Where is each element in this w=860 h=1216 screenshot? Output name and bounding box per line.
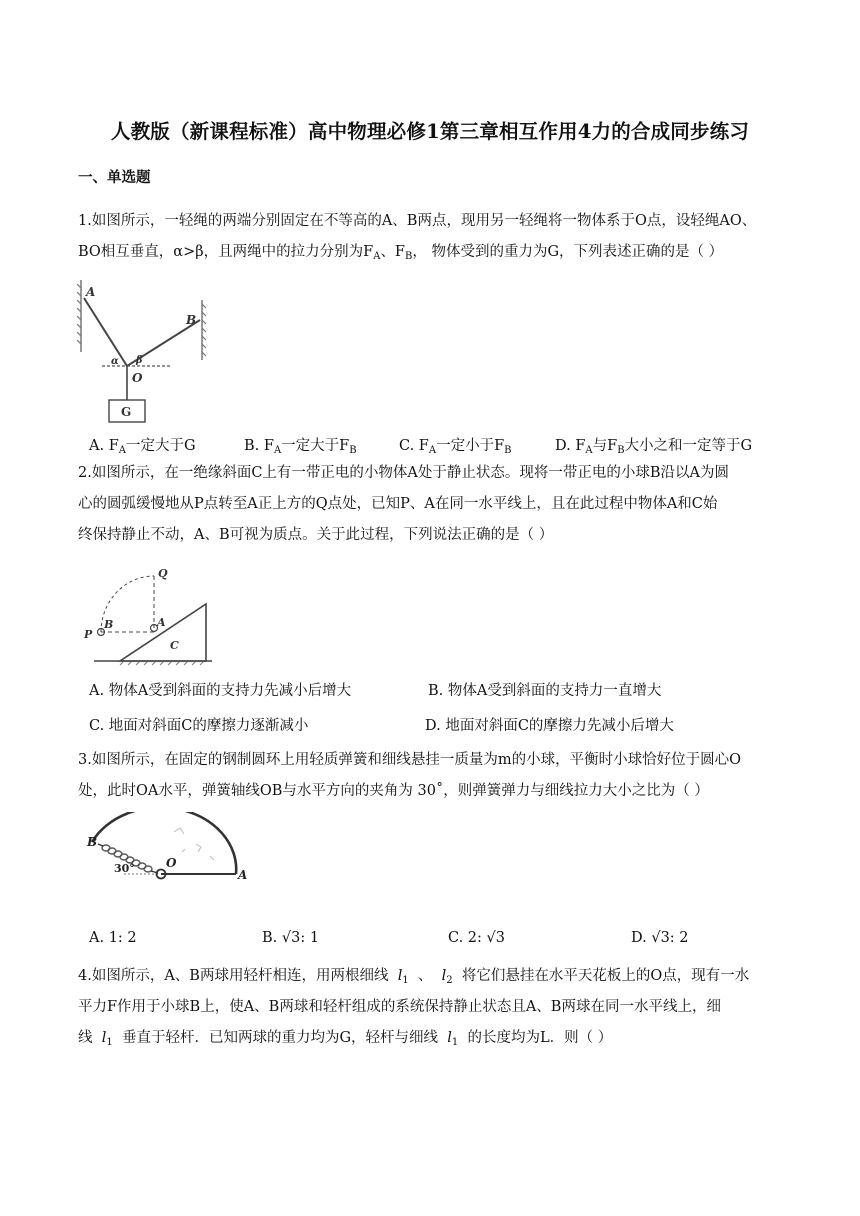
question-4-text bbox=[78, 961, 784, 1054]
q2-label-q: Q bbox=[158, 567, 168, 580]
q2-line-1: 2.如图所示，在一绝缘斜面C上有一带正电的小物体A处于静止状态。现将一带正电的小球B沿以A为圆 bbox=[78, 465, 730, 481]
q3-figure bbox=[84, 812, 256, 882]
question-3-text bbox=[78, 745, 784, 807]
q4-line-2: 平力F作用于小球B上，使A、B两球和轻杆组成的系统保持静止状态且A、B两球在同一水平线上，细 bbox=[78, 999, 721, 1015]
q1-option-b[interactable]: B. $F_A$一定大于$F_B$ bbox=[244, 438, 357, 456]
q4-line-1: 4.如图所示，A、B两球用轻杆相连，用两根细线 $l_1$ 、 $l_2$ 将它们悬挂在水平天花板上的O点，现有一水 bbox=[78, 968, 750, 986]
question-2-text bbox=[78, 458, 784, 551]
q1-option-d[interactable]: D. $F_A$与$F_B$大小之和一定等于G bbox=[555, 438, 753, 456]
q3-option-a[interactable]: A. 1: 2 bbox=[89, 930, 137, 946]
q4-line-3: 线 $l_1$ 垂直于轻杆．已知两球的重力均为G，轻杆与细线 $l_1$ 的长度均为L．则（ ） bbox=[78, 1030, 613, 1048]
q3-line-2: 处，此时OA水平，弹簧轴线OB与水平方向的夹角为 30˚，则弹簧弹力与细线拉力大小之比为（ ） bbox=[78, 783, 709, 799]
q2-label-p: P bbox=[84, 628, 93, 641]
q3-label-b: B bbox=[87, 835, 98, 849]
q1-label-g: G bbox=[121, 405, 132, 419]
q3-option-c[interactable]: C. 2: √3 bbox=[448, 930, 505, 946]
q1-option-c[interactable]: C. $F_A$一定小于$F_B$ bbox=[399, 438, 512, 456]
q1-line-1: 1.如图所示，一轻绳的两端分别固定在不等高的A、B两点，现用另一轻绳将一物体系于O点，设轻绳AO、 bbox=[78, 213, 757, 229]
q1-figure bbox=[74, 280, 214, 430]
q2-option-d[interactable]: D. 地面对斜面C的摩擦力先减小后增大 bbox=[425, 718, 674, 734]
q3-label-angle: 30° bbox=[114, 862, 135, 875]
q1-label-o: O bbox=[132, 371, 143, 385]
q1-line-2: BO相互垂直，α>β，且两绳中的拉力分别为$F_A$、$F_B$， 物体受到的重力为G，下列表述正确的是（ ） bbox=[78, 244, 724, 262]
page-title: 人教版（新课程标准）高中物理必修1第三章相互作用4力的合成同步练习 bbox=[110, 120, 750, 143]
question-1-text bbox=[78, 206, 784, 268]
q2-label-a: A bbox=[157, 616, 166, 629]
q2-line-2: 心的圆弧缓慢地从P点转至A正上方的Q点处，已知P、A在同一水平线上，且在此过程中物体A和C始 bbox=[78, 496, 718, 512]
q2-figure bbox=[80, 566, 216, 666]
q3-label-o: O bbox=[166, 856, 177, 870]
q2-option-c[interactable]: C. 地面对斜面C的摩擦力逐渐减小 bbox=[89, 718, 309, 734]
q1-label-a: A bbox=[86, 285, 96, 299]
q2-label-b: B bbox=[104, 618, 114, 631]
q1-label-alpha: α bbox=[111, 356, 119, 367]
q3-line-1: 3.如图所示，在固定的钢制圆环上用轻质弹簧和细线悬挂一质量为m的小球，平衡时小球恰好位于圆心O bbox=[78, 752, 741, 768]
q1-label-beta: β bbox=[136, 355, 143, 366]
q3-option-d[interactable]: D. √3: 2 bbox=[631, 930, 689, 946]
section-heading: 一、单选题 bbox=[78, 169, 151, 186]
q1-option-a[interactable]: A. $F_A$一定大于G bbox=[89, 438, 196, 456]
q2-option-b[interactable]: B. 物体A受到斜面的支持力一直增大 bbox=[428, 683, 662, 699]
q3-option-b[interactable]: B. √3: 1 bbox=[262, 930, 320, 946]
q1-label-b: B bbox=[186, 313, 197, 327]
q2-label-c: C bbox=[170, 639, 179, 652]
q2-option-a[interactable]: A. 物体A受到斜面的支持力先减小后增大 bbox=[89, 683, 352, 699]
q2-line-3: 终保持静止不动，A、B可视为质点。关于此过程，下列说法正确的是（ ） bbox=[78, 527, 554, 543]
q3-label-a: A bbox=[238, 868, 248, 882]
